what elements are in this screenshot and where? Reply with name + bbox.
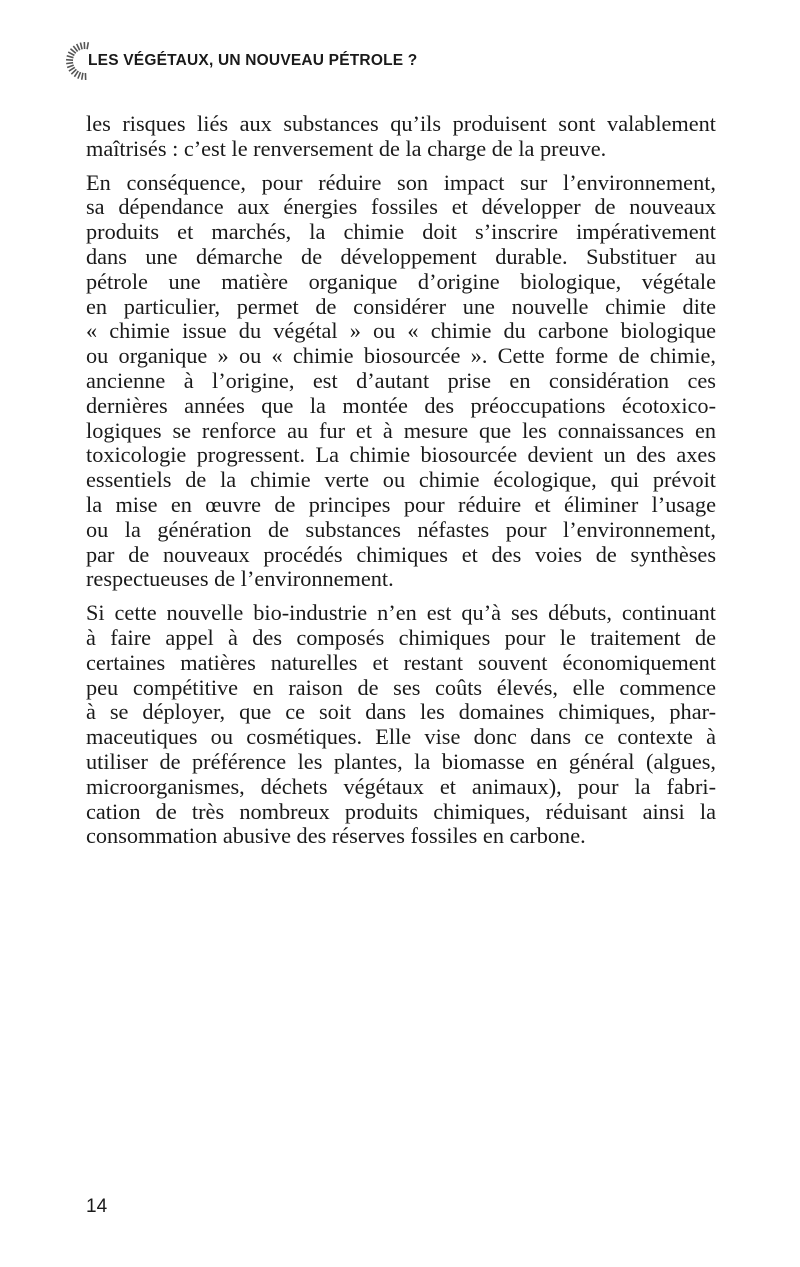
text-line: en particulier, permet de considérer une nouvelle chimie dite bbox=[86, 293, 716, 319]
text-line: la mise en œuvre de principes pour réduire et éliminer l’usage bbox=[86, 491, 716, 517]
sunburst-ray bbox=[67, 65, 74, 67]
text-line: à faire appel à des composés chimiques pour le traitement de bbox=[86, 624, 716, 650]
sunburst-ray bbox=[77, 44, 80, 50]
paragraph bbox=[86, 171, 716, 593]
text-line: maceutiques ou cosmétiques. Elle vise donc dans ce contexte à bbox=[86, 724, 716, 750]
text-line: à se déployer, que ce soit dans les domaines chimiques, phar- bbox=[86, 699, 716, 725]
text-line: ou la génération de substances néfastes pour l’environnement, bbox=[86, 516, 716, 542]
text-line: produits et marchés, la chimie doit s’inscrire impérativement bbox=[86, 219, 716, 245]
text-line: toxicologie progressent. La chimie biosourcée devient un des axes bbox=[86, 442, 716, 468]
sunburst-ray bbox=[67, 56, 74, 58]
sunburst-ray bbox=[80, 43, 82, 50]
page-number: 14 bbox=[86, 1196, 108, 1217]
sunburst-ray bbox=[69, 67, 75, 71]
sunburst-ray bbox=[66, 63, 73, 64]
text-line: « chimie issue du végétal » ou « chimie du carbone biologique bbox=[86, 318, 716, 344]
text-line: sa dépendance aux énergies fossiles et développer de nouveaux bbox=[86, 194, 716, 220]
text-line: utiliser de préférence les plantes, la biomasse en général (algues, bbox=[86, 748, 716, 774]
text-line: logiques se renforce au fur et à mesure que les connaissances en bbox=[86, 417, 716, 443]
sunburst-ray bbox=[68, 52, 74, 55]
text-line: Si cette nouvelle bio-industrie n’en est qu’à ses débuts, continuant bbox=[86, 600, 716, 626]
sunburst-ray bbox=[71, 69, 76, 74]
text-line: par de nouveaux procédés chimiques et des voies de synthèses bbox=[86, 541, 716, 567]
sunburst-ray bbox=[74, 71, 78, 77]
text-line: pétrole une matière organique d’origine biologique, végétale bbox=[86, 268, 716, 294]
text-line: dernières années que la montée des préoccupations écotoxico- bbox=[86, 392, 716, 418]
text-line: En conséquence, pour réduire son impact sur l’environnement, bbox=[86, 169, 716, 195]
text-line: peu compétitive en raison de ses coûts élevés, elle commence bbox=[86, 674, 716, 700]
text-line: ancienne à l’origine, est d’autant prise en considération ces bbox=[86, 367, 716, 393]
text-line: respectueuses de l’environnement. bbox=[86, 566, 394, 592]
running-header bbox=[64, 40, 417, 82]
body-text bbox=[86, 112, 716, 858]
text-line: ou organique » ou « chimie biosourcée ». Cette forme de chimie, bbox=[86, 343, 716, 369]
text-line: consommation abusive des réserves fossiles en carbone. bbox=[86, 823, 586, 849]
sunburst-ray bbox=[87, 42, 88, 49]
text-line: certaines matières naturelles et restant souvent économiquement bbox=[86, 649, 716, 675]
text-line: maîtrisés : c’est le renversement de la charge de la preuve. bbox=[86, 135, 607, 161]
text-line: dans une démarche de développement durable. Substituer au bbox=[86, 243, 716, 269]
text-line: cation de très nombreux produits chimiques, réduisant ainsi la bbox=[86, 798, 716, 824]
sunburst-ray bbox=[82, 73, 83, 80]
paragraph bbox=[86, 601, 716, 849]
text-line: les risques liés aux substances qu’ils produisent sont valablement bbox=[86, 111, 716, 136]
text-line: essentiels de la chimie verte ou chimie écologique, qui prévoit bbox=[86, 467, 716, 493]
sunburst-ray bbox=[78, 72, 81, 78]
text-line: microorganismes, déchets végétaux et animaux), pour la fabri- bbox=[86, 773, 716, 799]
paragraph bbox=[86, 112, 716, 162]
running-header-title: LES VÉGÉTAUX, UN NOUVEAU PÉTROLE ? bbox=[88, 52, 418, 69]
